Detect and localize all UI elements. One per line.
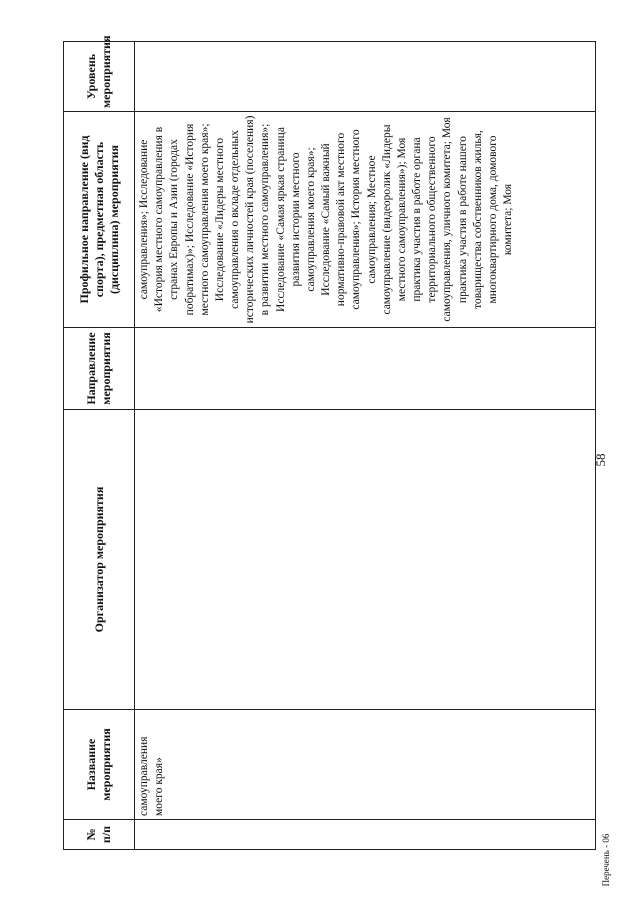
table-row <box>135 42 596 850</box>
cell-organizer <box>135 410 596 710</box>
header-level: Уровень мероприятия <box>64 42 135 112</box>
header-direction: Направление мероприятия <box>64 328 135 410</box>
cell-direction <box>135 328 596 410</box>
cell-level <box>135 42 596 112</box>
cell-num <box>135 820 596 850</box>
header-organizer: Организатор мероприятия <box>64 410 135 710</box>
cell-profile: самоуправления»; Исследование «История местного самоуправления в странах Европы и Азии (городах побратимах)»; Исследование «История местного самоуправления моего края»; Исследование «Лидеры местного самоуправления о вкладе отдельных исторических личностей края (поселения) в развитии местного самоуправления»; Исследование «Самая яркая страница развития истории местного самоуправления моего края»; Исследование «Самый важный нормативно-правовой акт местного самоуправления»; История местного самоуправления; Местное самоуправление (видеоролик «Лидеры местного самоуправления»); Моя практика участия в работе органа территориального общественного самоуправления, уличного комитета; Моя практика участия в работе нашего товарищества собственников жилья, многоквартирного дома, домового комитета; Моя <box>135 112 596 328</box>
page-number: 58 <box>593 453 608 467</box>
header-profile: Профильное направление (вид спорта), предметная область (дисциплина) мероприятия <box>64 112 135 328</box>
footer-label: Перечень - 06 <box>601 833 611 887</box>
cell-name: самоуправления моего края» <box>135 710 596 820</box>
header-name: Название мероприятия <box>64 710 135 820</box>
header-num: № п/п <box>64 820 135 850</box>
events-table <box>63 35 596 850</box>
events-table-container <box>63 35 596 850</box>
table-header-row <box>64 42 135 850</box>
